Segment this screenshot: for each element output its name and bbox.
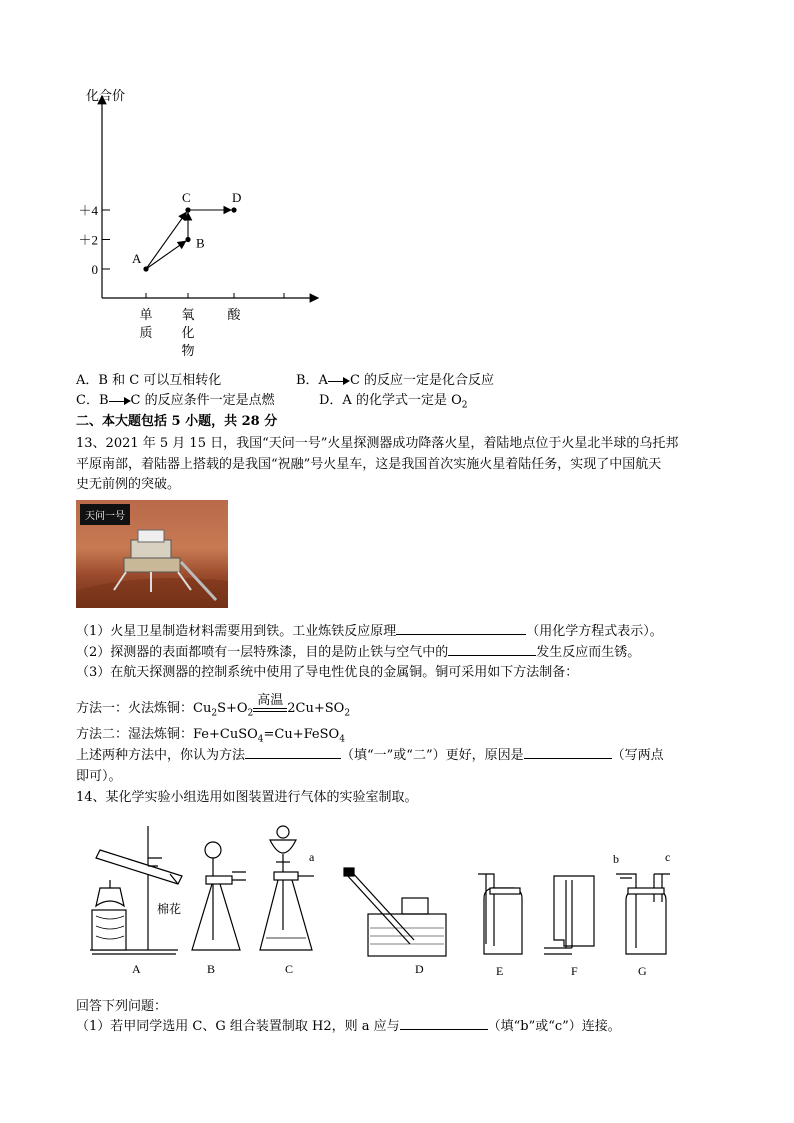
q13-text-line1: 13、2021 年 5 月 15 日，我国“天问一号”火星探测器成功降落火星，着陆地点位于火星北半球的乌托邦 [76, 436, 679, 451]
apparatus-a [90, 826, 182, 954]
right-arrow-icon [328, 376, 350, 386]
apparatus-d [344, 868, 446, 956]
chart-axes [78, 89, 318, 359]
y-tick-label: ＋2 [78, 232, 98, 248]
apparatus-label-a: A [132, 962, 141, 976]
q14-answer-prompt: 回答下列问题： [76, 999, 168, 1014]
apparatus-b [192, 842, 246, 950]
chart-points [132, 190, 241, 272]
q13-text-line2: 平原南部，着陆器上搭载的是我国“祝融”号火星车，这是我国首次实施火星着陆任务，实现了中国航天 [76, 457, 662, 472]
tianwen-logo: 天问一号 [80, 504, 130, 525]
apparatus-g [616, 874, 670, 954]
q13-choice: 上述两种方法中，你认为方法 （填“一”或“二”）更好，原因是 （写两点 [76, 744, 664, 763]
valence-chart [70, 82, 330, 362]
x-tick-label: 氧 [181, 308, 195, 323]
q13-part2: （2）探测器的表面都喷有一层特殊漆，目的是防止铁与空气中的 发生反应而生锈。 [76, 641, 640, 660]
q13-part3: （3）在航天探测器的控制系统中使用了导电性优良的金属铜。铜可采用如下方法制备： [76, 665, 579, 680]
point-label-D: D [232, 190, 242, 205]
answer-blank-3[interactable] [245, 745, 341, 759]
q14-part1: （1）若甲同学选用 C、G 组合装置制取 H2，则 a 应与 （填“b”或“c”）连接。 [76, 1015, 621, 1034]
right-arrow-icon [109, 396, 131, 406]
q12-option-d: D．A 的化学式一定是 $O_2$ [319, 393, 468, 411]
q13-choice-line2: 即可）。 [76, 769, 122, 784]
method-one: 方法一：火法炼铜：$Cu_2S+O_2$ 高温 $2Cu+SO_2$ [76, 693, 351, 719]
x-tick-label: 化 [181, 326, 195, 341]
point-label-C: C [182, 190, 191, 205]
section-2-title: 二、本大题包括 5 小题，共 28 分 [76, 414, 278, 429]
q13-part1: （1）火星卫星制造材料需要用到铁。工业炼铁反应原理 （用化学方程式表示）。 [76, 620, 663, 639]
point-B [185, 237, 190, 242]
point-C [185, 207, 190, 212]
apparatus-label-d: D [415, 962, 424, 976]
apparatus-e [478, 874, 522, 954]
q12-option-c: C．B C 的反应条件一定是点燃 [76, 393, 275, 408]
y-tick-label: 0 [91, 262, 98, 277]
point-label-A: A [132, 251, 142, 266]
method-two: 方法二：湿法炼铜：Fe+CuSO$_4$=Cu+FeSO$_4$ [76, 727, 345, 745]
answer-blank-4[interactable] [524, 745, 612, 759]
answer-blank-1[interactable] [396, 621, 526, 635]
y-tick-label: ＋4 [78, 203, 98, 218]
answer-blank-5[interactable] [400, 1016, 488, 1030]
apparatus-label-f: F [571, 964, 578, 978]
apparatus-label-g: G [638, 964, 647, 978]
chart-svg [70, 82, 330, 362]
q13-text-line3: 史无前例的突破。 [76, 477, 181, 492]
answer-blank-2[interactable] [448, 642, 536, 656]
point-D [231, 207, 236, 212]
q12-option-a: A．B 和 C 可以互相转化 [76, 373, 222, 388]
cotton-label: 棉花 [157, 902, 182, 916]
y-axis-label: 化合价 [86, 89, 126, 104]
reaction-condition: 高温 [253, 702, 287, 712]
apparatus-figure [0, 810, 794, 980]
x-tick-label: 质 [139, 326, 153, 341]
q14-intro: 14、某化学实验小组选用如图装置进行气体的实验室制取。 [76, 790, 418, 805]
port-c-label: c [665, 850, 671, 864]
apparatus-label-e: E [496, 964, 504, 978]
x-tick-label: 物 [181, 344, 195, 359]
apparatus-label-c: C [285, 962, 294, 976]
point-A [143, 266, 148, 271]
lander-illustration [76, 500, 228, 608]
x-tick-label: 酸 [227, 308, 241, 323]
apparatus-f [544, 876, 594, 954]
arrow-A-C [146, 212, 186, 269]
q12-option-b: B．A C 的反应一定是化合反应 [296, 373, 495, 388]
port-a-label: a [309, 850, 315, 864]
x-tick-label: 单 [139, 308, 153, 323]
point-label-B: B [196, 235, 205, 251]
port-b-label: b [613, 852, 619, 866]
arrow-A-B [146, 241, 186, 269]
apparatus-c [260, 826, 314, 950]
apparatus-label-b: B [207, 962, 216, 976]
mars-lander-photo [76, 500, 228, 608]
